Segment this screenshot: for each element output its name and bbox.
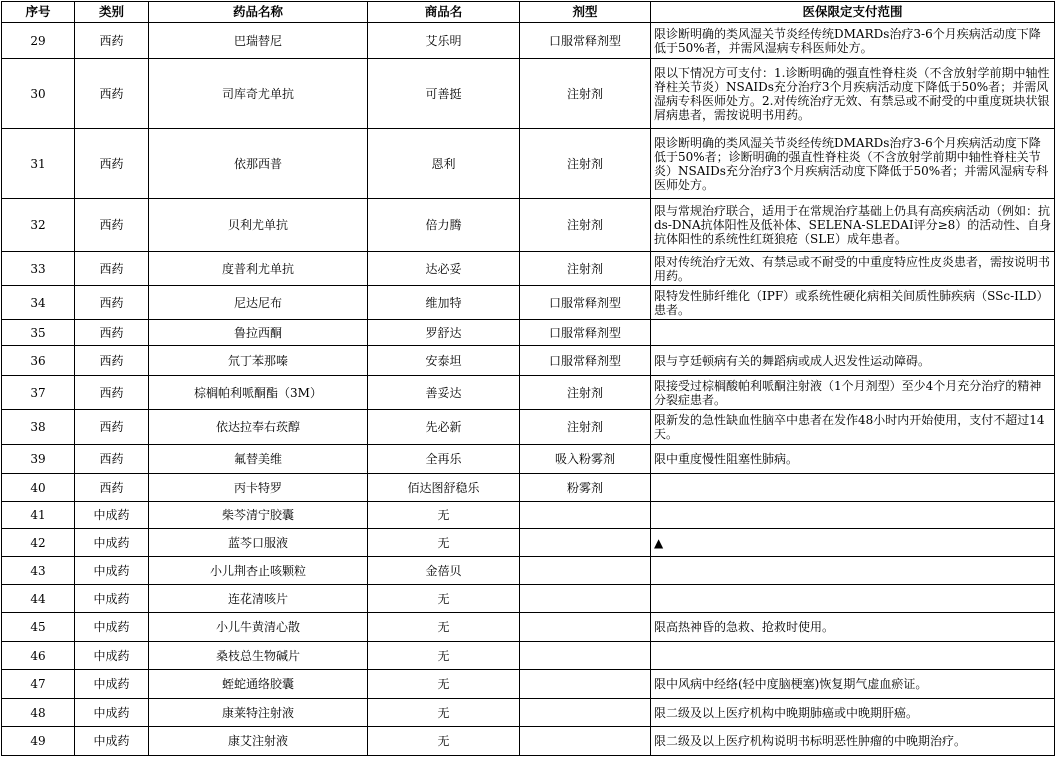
row-dosage-form — [520, 642, 651, 670]
row-payment-scope: 限接受过棕榈酸帕利哌酮注射液（1个月剂型）至少4个月充分治疗的精神分裂症患者。 — [651, 376, 1055, 410]
row-payment-scope: 限对传统治疗无效、有禁忌或不耐受的中重度特应性皮炎患者，需按说明书用药。 — [651, 252, 1055, 286]
row-number: 48 — [2, 699, 75, 727]
row-dosage-form: 注射剂 — [520, 252, 651, 286]
row-payment-scope: 限中风病中经络(轻中度脑梗塞)恢复期气虚血瘀证。 — [651, 670, 1055, 699]
table-row — [2, 727, 1055, 756]
row-number: 43 — [2, 557, 75, 585]
row-dosage-form: 注射剂 — [520, 199, 651, 252]
row-brand-name: 无 — [368, 670, 520, 699]
row-dosage-form: 注射剂 — [520, 376, 651, 410]
row-number: 47 — [2, 670, 75, 699]
row-number: 49 — [2, 727, 75, 756]
row-payment-scope — [651, 320, 1055, 346]
row-payment-scope: 限以下情况方可支付：1.诊断明确的强直性脊柱炎（不含放射学前期中轴性脊柱关节炎）NSAIDs充分治疗3个月疾病活动度下降低于50%者；并需风湿病专科医师处方。2.对传统治疗无效、有禁忌或不耐受的中重度斑块状银屑病患者，需按说明书用药。 — [651, 59, 1055, 129]
row-dosage-form — [520, 502, 651, 529]
table-row — [2, 699, 1055, 727]
table-row — [2, 410, 1055, 445]
row-number: 35 — [2, 320, 75, 346]
header-payment-scope: 医保限定支付范围 — [651, 2, 1055, 23]
row-category: 西药 — [75, 59, 149, 129]
row-drug-name: 桑枝总生物碱片 — [149, 642, 368, 670]
row-payment-scope: 限诊断明确的类风湿关节炎经传统DMARDs治疗3-6个月疾病活动度下降低于50%者；诊断明确的强直性脊柱炎（不含放射学前期中轴性脊柱关节炎）NSAIDs充分治疗3个月疾病活动度下降低于50%者；并需风湿病专科医师处方。 — [651, 129, 1055, 199]
row-brand-name: 无 — [368, 613, 520, 642]
row-category: 西药 — [75, 199, 149, 252]
row-number: 38 — [2, 410, 75, 445]
row-drug-name: 连花清咳片 — [149, 585, 368, 613]
row-payment-scope — [651, 585, 1055, 613]
row-category: 西药 — [75, 445, 149, 474]
row-drug-name: 依那西普 — [149, 129, 368, 199]
row-brand-name: 恩利 — [368, 129, 520, 199]
row-payment-scope — [651, 474, 1055, 502]
row-drug-name: 鲁拉西酮 — [149, 320, 368, 346]
table-row — [2, 642, 1055, 670]
table-row — [2, 613, 1055, 642]
row-drug-name: 尼达尼布 — [149, 286, 368, 320]
row-number: 37 — [2, 376, 75, 410]
row-category: 中成药 — [75, 557, 149, 585]
table-row — [2, 557, 1055, 585]
row-drug-name: 柴芩清宁胶囊 — [149, 502, 368, 529]
row-brand-name: 维加特 — [368, 286, 520, 320]
row-brand-name: 无 — [368, 699, 520, 727]
row-category: 西药 — [75, 376, 149, 410]
table-row — [2, 320, 1055, 346]
row-number: 44 — [2, 585, 75, 613]
row-dosage-form: 注射剂 — [520, 410, 651, 445]
row-dosage-form — [520, 557, 651, 585]
row-brand-name: 全再乐 — [368, 445, 520, 474]
row-drug-name: 小儿牛黄清心散 — [149, 613, 368, 642]
row-dosage-form: 吸入粉雾剂 — [520, 445, 651, 474]
row-drug-name: 丙卡特罗 — [149, 474, 368, 502]
row-dosage-form — [520, 585, 651, 613]
row-payment-scope: 限高热神昏的急救、抢救时使用。 — [651, 613, 1055, 642]
row-payment-scope: ▲ — [651, 529, 1055, 557]
header-no: 序号 — [2, 2, 75, 23]
table-row — [2, 252, 1055, 286]
row-category: 中成药 — [75, 502, 149, 529]
row-brand-name: 艾乐明 — [368, 23, 520, 59]
row-category: 西药 — [75, 252, 149, 286]
row-brand-name: 无 — [368, 585, 520, 613]
row-brand-name: 倍力腾 — [368, 199, 520, 252]
row-payment-scope: 限新发的急性缺血性脑卒中患者在发作48小时内开始使用，支付不超过14天。 — [651, 410, 1055, 445]
row-payment-scope: 限与亨廷顿病有关的舞蹈病或成人迟发性运动障碍。 — [651, 346, 1055, 376]
table-row — [2, 376, 1055, 410]
row-dosage-form: 注射剂 — [520, 59, 651, 129]
row-brand-name: 达必妥 — [368, 252, 520, 286]
row-payment-scope — [651, 502, 1055, 529]
row-brand-name: 先必新 — [368, 410, 520, 445]
row-number: 39 — [2, 445, 75, 474]
row-category: 中成药 — [75, 699, 149, 727]
row-category: 西药 — [75, 286, 149, 320]
row-drug-name: 氘丁苯那嗪 — [149, 346, 368, 376]
table-row — [2, 670, 1055, 699]
row-drug-name: 小儿荆杏止咳颗粒 — [149, 557, 368, 585]
row-drug-name: 康莱特注射液 — [149, 699, 368, 727]
row-drug-name: 蛭蛇通络胶囊 — [149, 670, 368, 699]
table-row — [2, 129, 1055, 199]
row-payment-scope: 限特发性肺纤维化（IPF）或系统性硬化病相关间质性肺疾病（SSc-ILD）患者。 — [651, 286, 1055, 320]
row-number: 40 — [2, 474, 75, 502]
row-category: 西药 — [75, 410, 149, 445]
row-dosage-form: 粉雾剂 — [520, 474, 651, 502]
row-drug-name: 司库奇尤单抗 — [149, 59, 368, 129]
row-category: 西药 — [75, 320, 149, 346]
row-number: 42 — [2, 529, 75, 557]
table-row — [2, 286, 1055, 320]
row-number: 33 — [2, 252, 75, 286]
row-number: 41 — [2, 502, 75, 529]
row-dosage-form: 口服常释剂型 — [520, 286, 651, 320]
row-number: 29 — [2, 23, 75, 59]
table-row — [2, 474, 1055, 502]
row-category: 中成药 — [75, 613, 149, 642]
row-payment-scope — [651, 557, 1055, 585]
row-dosage-form — [520, 670, 651, 699]
row-number: 36 — [2, 346, 75, 376]
row-brand-name: 善妥达 — [368, 376, 520, 410]
row-category: 西药 — [75, 23, 149, 59]
row-brand-name: 佰达图舒稳乐 — [368, 474, 520, 502]
row-payment-scope: 限二级及以上医疗机构说明书标明恶性肿瘤的中晚期治疗。 — [651, 727, 1055, 756]
row-dosage-form: 注射剂 — [520, 129, 651, 199]
row-drug-name: 棕榈帕利哌酮酯（3M） — [149, 376, 368, 410]
row-payment-scope — [651, 642, 1055, 670]
row-brand-name: 可善挺 — [368, 59, 520, 129]
row-dosage-form: 口服常释剂型 — [520, 346, 651, 376]
row-number: 31 — [2, 129, 75, 199]
row-drug-name: 依达拉奉右莰醇 — [149, 410, 368, 445]
row-category: 中成药 — [75, 585, 149, 613]
row-drug-name: 康艾注射液 — [149, 727, 368, 756]
row-drug-name: 蓝芩口服液 — [149, 529, 368, 557]
row-brand-name: 罗舒达 — [368, 320, 520, 346]
row-dosage-form — [520, 529, 651, 557]
row-category: 西药 — [75, 129, 149, 199]
row-category: 中成药 — [75, 727, 149, 756]
row-payment-scope: 限与常规治疗联合，适用于在常规治疗基础上仍具有高疾病活动（例如：抗ds-DNA抗体阳性及低补体、SELENA-SLEDAI评分≥8）的活动性、自身抗体阳性的系统性红斑狼疮（SLE）成年患者。 — [651, 199, 1055, 252]
row-brand-name: 无 — [368, 642, 520, 670]
header-drug-name: 药品名称 — [149, 2, 368, 23]
row-category: 中成药 — [75, 529, 149, 557]
row-brand-name: 安泰坦 — [368, 346, 520, 376]
header-dosage-form: 剂型 — [520, 2, 651, 23]
row-dosage-form — [520, 727, 651, 756]
row-drug-name: 度普利尤单抗 — [149, 252, 368, 286]
row-payment-scope: 限诊断明确的类风湿关节炎经传统DMARDs治疗3-6个月疾病活动度下降低于50%者，并需风湿病专科医师处方。 — [651, 23, 1055, 59]
row-drug-name: 巴瑞替尼 — [149, 23, 368, 59]
row-brand-name: 无 — [368, 727, 520, 756]
row-number: 45 — [2, 613, 75, 642]
row-category: 中成药 — [75, 642, 149, 670]
table-row — [2, 502, 1055, 529]
row-dosage-form: 口服常释剂型 — [520, 320, 651, 346]
row-number: 34 — [2, 286, 75, 320]
table-row — [2, 59, 1055, 129]
row-brand-name: 无 — [368, 502, 520, 529]
table-row — [2, 23, 1055, 59]
row-number: 30 — [2, 59, 75, 129]
row-drug-name: 氟替美维 — [149, 445, 368, 474]
row-number: 46 — [2, 642, 75, 670]
row-category: 中成药 — [75, 670, 149, 699]
header-category: 类别 — [75, 2, 149, 23]
table-row — [2, 585, 1055, 613]
row-payment-scope: 限二级及以上医疗机构中晚期肺癌或中晚期肝癌。 — [651, 699, 1055, 727]
row-dosage-form — [520, 699, 651, 727]
row-payment-scope: 限中重度慢性阻塞性肺病。 — [651, 445, 1055, 474]
row-brand-name: 无 — [368, 529, 520, 557]
row-category: 西药 — [75, 346, 149, 376]
table-row — [2, 529, 1055, 557]
header-brand-name: 商品名 — [368, 2, 520, 23]
header-row — [2, 2, 1055, 23]
row-number: 32 — [2, 199, 75, 252]
row-drug-name: 贝利尤单抗 — [149, 199, 368, 252]
row-brand-name: 金蓓贝 — [368, 557, 520, 585]
table-row — [2, 445, 1055, 474]
drug-table — [1, 1, 1055, 756]
row-dosage-form — [520, 613, 651, 642]
row-category: 西药 — [75, 474, 149, 502]
table-row — [2, 199, 1055, 252]
table-row — [2, 346, 1055, 376]
row-dosage-form: 口服常释剂型 — [520, 23, 651, 59]
